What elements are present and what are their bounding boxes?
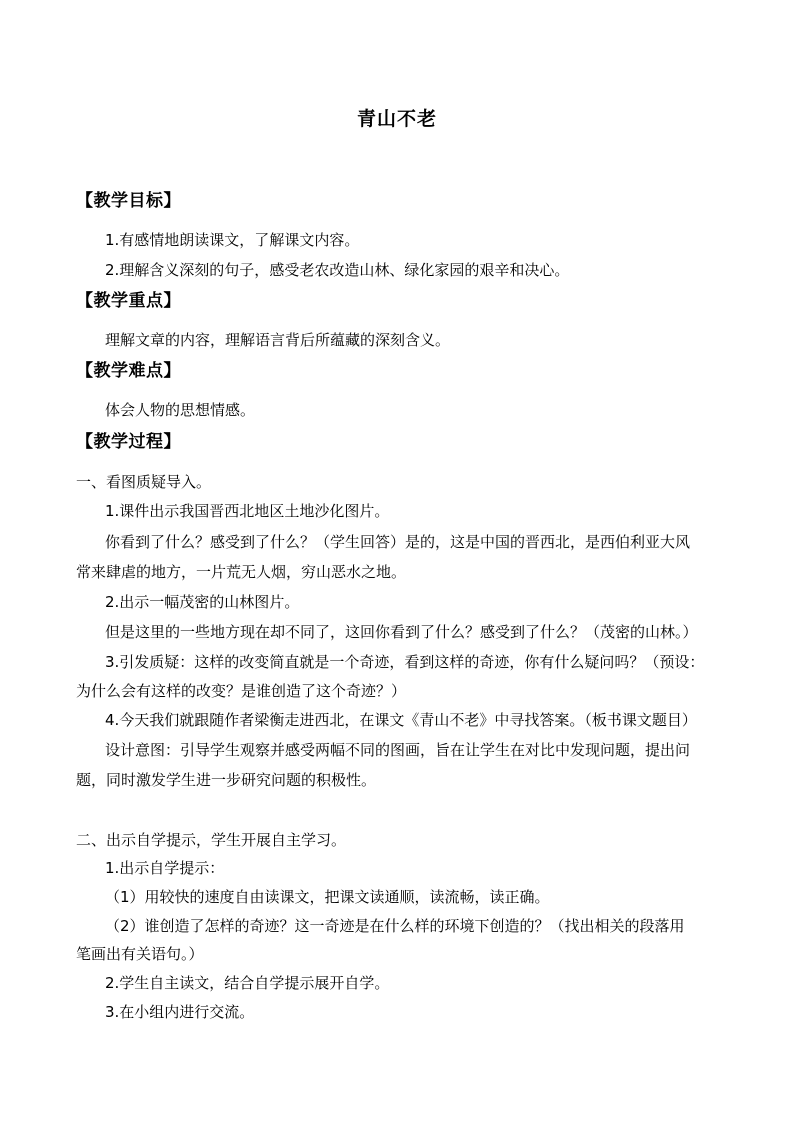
process-part2-line: （1）用较快的速度自由读课文，把课文读通顺，读流畅，读正确。 — [105, 888, 550, 906]
goal-item-2: 2.理解含义深刻的句子，感受老农改造山林、绿化家园的艰辛和决心。 — [105, 261, 570, 279]
difficulties-text: 体会人物的思想情感。 — [105, 401, 256, 419]
process-part1-line: 为什么会有这样的改变？是谁创造了这个奇迹？） — [76, 682, 407, 700]
section-heading-goals: 【教学目标】 — [76, 191, 181, 211]
process-part1-line: 常来肆虐的地方，一片荒无人烟，穷山恶水之地。 — [76, 563, 407, 581]
process-part2-line: 1.出示自学提示： — [105, 859, 225, 877]
process-part1-line: 1.课件出示我国晋西北地区土地沙化图片。 — [105, 502, 390, 520]
process-part1-line: 2.出示一幅茂密的山林图片。 — [105, 593, 300, 611]
process-part2-title: 二、出示自学提示，学生开展自主学习。 — [76, 831, 347, 849]
section-heading-process: 【教学过程】 — [76, 432, 181, 452]
process-part2-line: 2.学生自主读文，结合自学提示展开自学。 — [105, 974, 390, 992]
document-title: 青山不老 — [356, 108, 437, 130]
key-points-text: 理解文章的内容，理解语言背后所蕴藏的深刻含义。 — [105, 331, 451, 349]
process-part1-line: 3.引发质疑：这样的改变简直就是一个奇迹，看到这样的奇迹，你有什么疑问吗？（预设： — [105, 653, 705, 671]
section-heading-key-points: 【教学重点】 — [76, 291, 181, 311]
process-part1-line: 你看到了什么？感受到了什么？（学生回答）是的，这是中国的晋西北，是西伯利亚大风 — [105, 533, 691, 551]
process-part1-line: 4.今天我们就跟随作者梁衡走进西北，在课文《青山不老》中寻找答案。（板书课文题目） — [105, 711, 697, 729]
process-part1-line: 设计意图：引导学生观察并感受两幅不同的图画，旨在让学生在对比中发现问题，提出问 — [105, 741, 691, 759]
process-part1-title: 一、看图质疑导入。 — [76, 473, 212, 491]
process-part2-line: 笔画出有关语句。） — [76, 945, 204, 963]
section-heading-difficulties: 【教学难点】 — [76, 361, 181, 381]
process-part2-line: 3.在小组内进行交流。 — [105, 1003, 255, 1021]
goal-item-1: 1.有感情地朗读课文，了解课文内容。 — [105, 231, 360, 249]
process-part1-line: 但是这里的一些地方现在却不同了，这回你看到了什么？感受到了什么？（茂密的山林。） — [105, 623, 698, 641]
process-part1-line: 题，同时激发学生进一步研究问题的积极性。 — [76, 771, 377, 789]
process-part2-line: （2）谁创造了怎样的奇迹？这一奇迹是在什么样的环境下创造的？（找出相关的段落用 — [105, 917, 685, 935]
